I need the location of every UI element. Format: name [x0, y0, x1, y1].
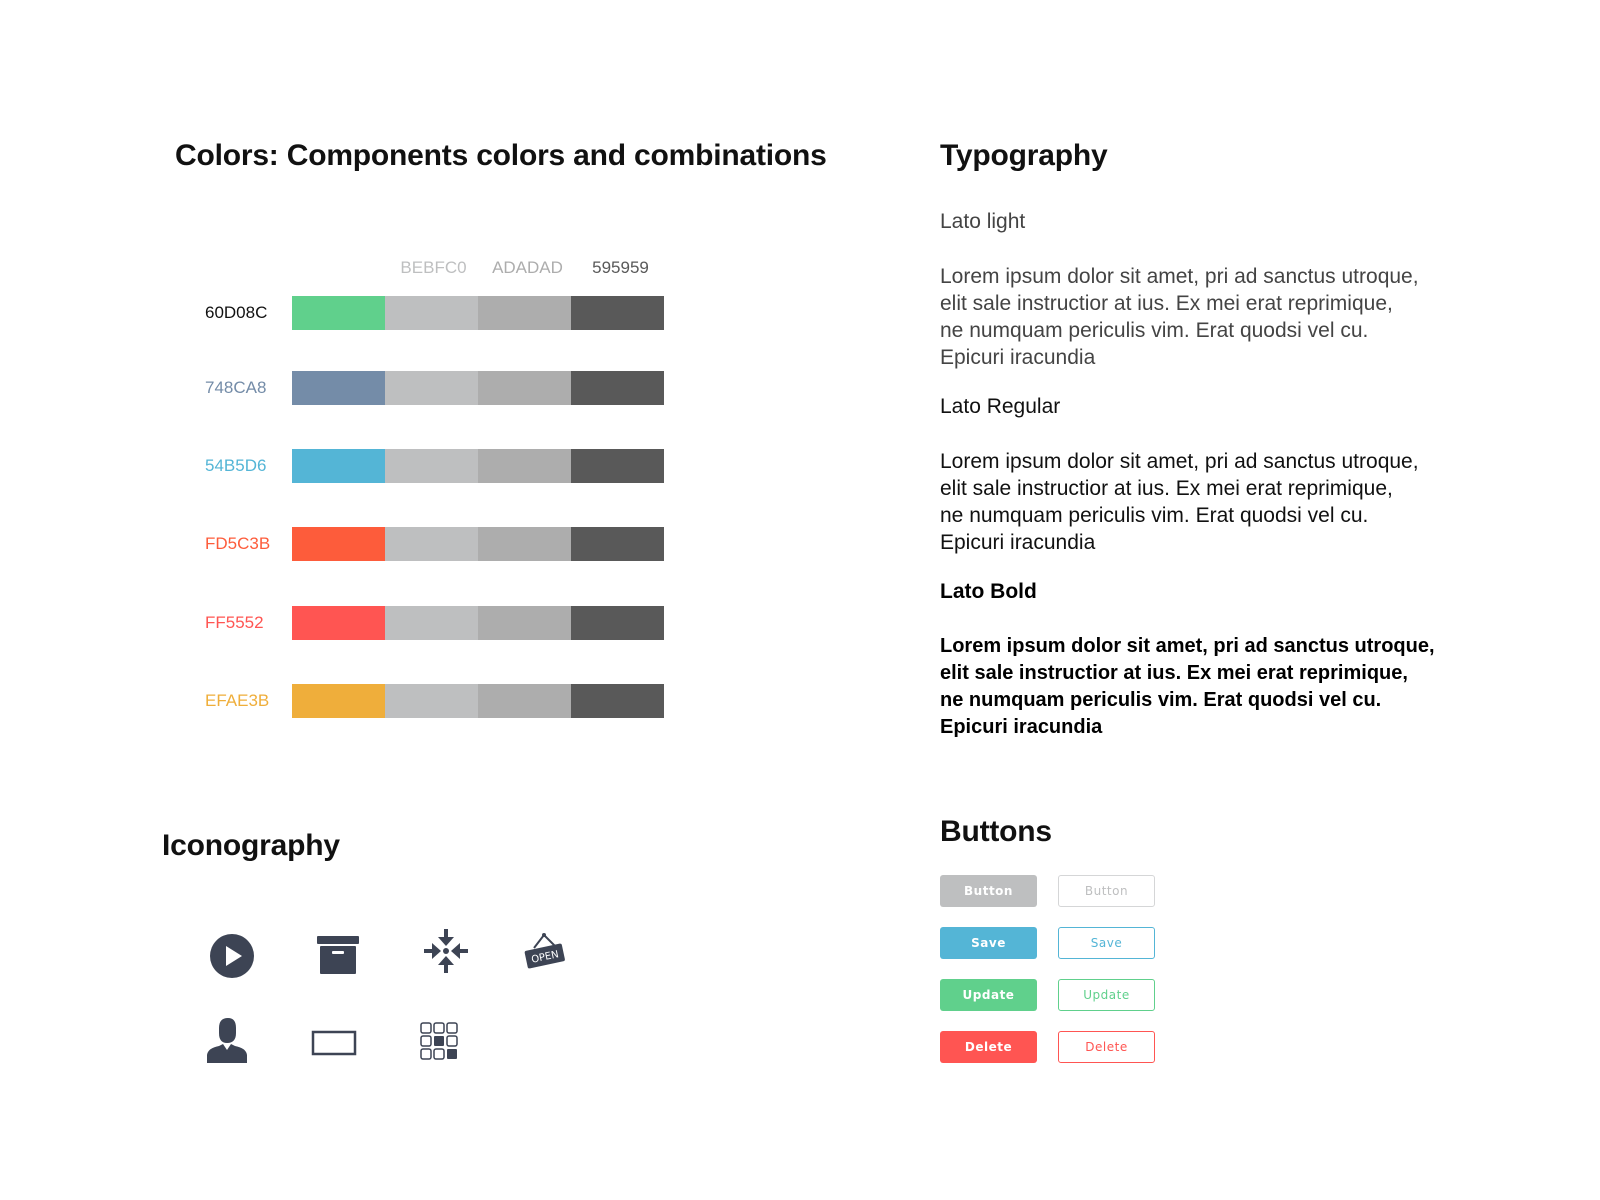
delete-button-solid[interactable]: Delete: [940, 1031, 1037, 1063]
color-row-fd5c3b: [0, 527, 900, 561]
color-row-label: 60D08C: [205, 303, 268, 322]
swatch-595959: [571, 371, 664, 405]
sample-line: Epicuri iracundia: [940, 346, 1096, 369]
sample-line: ne numquam periculis vim. Erat quodsi vel cu.: [940, 689, 1382, 711]
color-column-headers: [0, 258, 900, 282]
column-header-595959: 595959: [592, 258, 649, 277]
swatch-adadad: [478, 296, 571, 330]
swatch-595959: [571, 527, 664, 561]
swatch-adadad: [478, 606, 571, 640]
buttons-section-title: Buttons: [940, 815, 1052, 848]
swatch-adadad: [478, 684, 571, 718]
save-button-outline[interactable]: Save: [1058, 927, 1155, 959]
button-solid-default[interactable]: Button: [940, 875, 1037, 907]
primary-swatch: [292, 684, 385, 718]
typography-section-title: Typography: [940, 139, 1108, 172]
swatch-bebfc0: [385, 371, 478, 405]
font-name-lato-bold: Lato Bold: [940, 580, 1037, 603]
colors-section-title: Colors: Components colors and combinations: [175, 139, 827, 172]
sample-line: ne numquam periculis vim. Erat quodsi vel cu.: [940, 319, 1369, 342]
update-button-solid[interactable]: Update: [940, 979, 1037, 1011]
sample-line: elit sale instructior at ius. Ex mei erat reprimique,: [940, 662, 1408, 684]
open-sign-icon: [515, 922, 575, 982]
lato-regular-sample-paragraph: [940, 448, 1460, 556]
sample-line: elit sale instructior at ius. Ex mei erat reprimique,: [940, 477, 1393, 500]
swatch-595959: [571, 296, 664, 330]
primary-swatch: [292, 527, 385, 561]
swatch-bebfc0: [385, 527, 478, 561]
rectangle-icon: [304, 1013, 364, 1073]
swatch-adadad: [478, 449, 571, 483]
primary-swatch: [292, 296, 385, 330]
swatch-bebfc0: [385, 606, 478, 640]
primary-swatch: [292, 606, 385, 640]
color-row-ff5552: [0, 606, 900, 640]
swatch-bebfc0: [385, 296, 478, 330]
open-sign-text: OPEN: [530, 949, 560, 966]
delete-button-outline[interactable]: Delete: [1058, 1031, 1155, 1063]
primary-swatch: [292, 371, 385, 405]
primary-swatch: [292, 449, 385, 483]
column-header-adadad: ADADAD: [492, 258, 563, 277]
save-button-solid[interactable]: Save: [940, 927, 1037, 959]
sample-line: ne numquam periculis vim. Erat quodsi vel cu.: [940, 504, 1369, 527]
sample-line: Epicuri iracundia: [940, 716, 1103, 738]
color-row-efae3b: [0, 684, 900, 718]
font-name-lato-light: Lato light: [940, 210, 1026, 233]
iconography-section-title: Iconography: [162, 829, 340, 862]
swatch-adadad: [478, 527, 571, 561]
swatch-bebfc0: [385, 449, 478, 483]
color-row-label: FD5C3B: [205, 534, 271, 553]
button-outline-default[interactable]: Button: [1058, 875, 1155, 907]
sample-line: Epicuri iracundia: [940, 531, 1096, 554]
swatch-bebfc0: [385, 684, 478, 718]
grid-icon: [412, 1012, 472, 1072]
color-row-label: EFAE3B: [205, 691, 270, 710]
color-row-label: 748CA8: [205, 378, 267, 397]
sample-line: Lorem ipsum dolor sit amet, pri ad sanctus utroque,: [940, 265, 1419, 288]
column-header-bebfc0: BEBFC0: [400, 258, 467, 277]
font-name-lato-regular: Lato Regular: [940, 395, 1061, 418]
update-button-outline[interactable]: Update: [1058, 979, 1155, 1011]
play-icon: [202, 926, 262, 986]
color-row-60d08c: [0, 296, 900, 330]
compress-arrows-icon: [416, 921, 476, 981]
color-row-label: FF5552: [205, 613, 264, 632]
archive-box-icon: [308, 925, 368, 985]
color-row-label: 54B5D6: [205, 456, 267, 475]
user-icon: [197, 1010, 257, 1070]
swatch-595959: [571, 684, 664, 718]
lato-bold-sample-paragraph: [940, 633, 1460, 741]
swatch-595959: [571, 449, 664, 483]
sample-line: Lorem ipsum dolor sit amet, pri ad sanctus utroque,: [940, 635, 1435, 657]
color-row-54b5d6: [0, 449, 900, 483]
sample-line: Lorem ipsum dolor sit amet, pri ad sanctus utroque,: [940, 450, 1419, 473]
swatch-595959: [571, 606, 664, 640]
swatch-adadad: [478, 371, 571, 405]
lato-light-sample-paragraph: [940, 263, 1460, 371]
sample-line: elit sale instructior at ius. Ex mei erat reprimique,: [940, 292, 1393, 315]
color-row-748ca8: [0, 371, 900, 405]
